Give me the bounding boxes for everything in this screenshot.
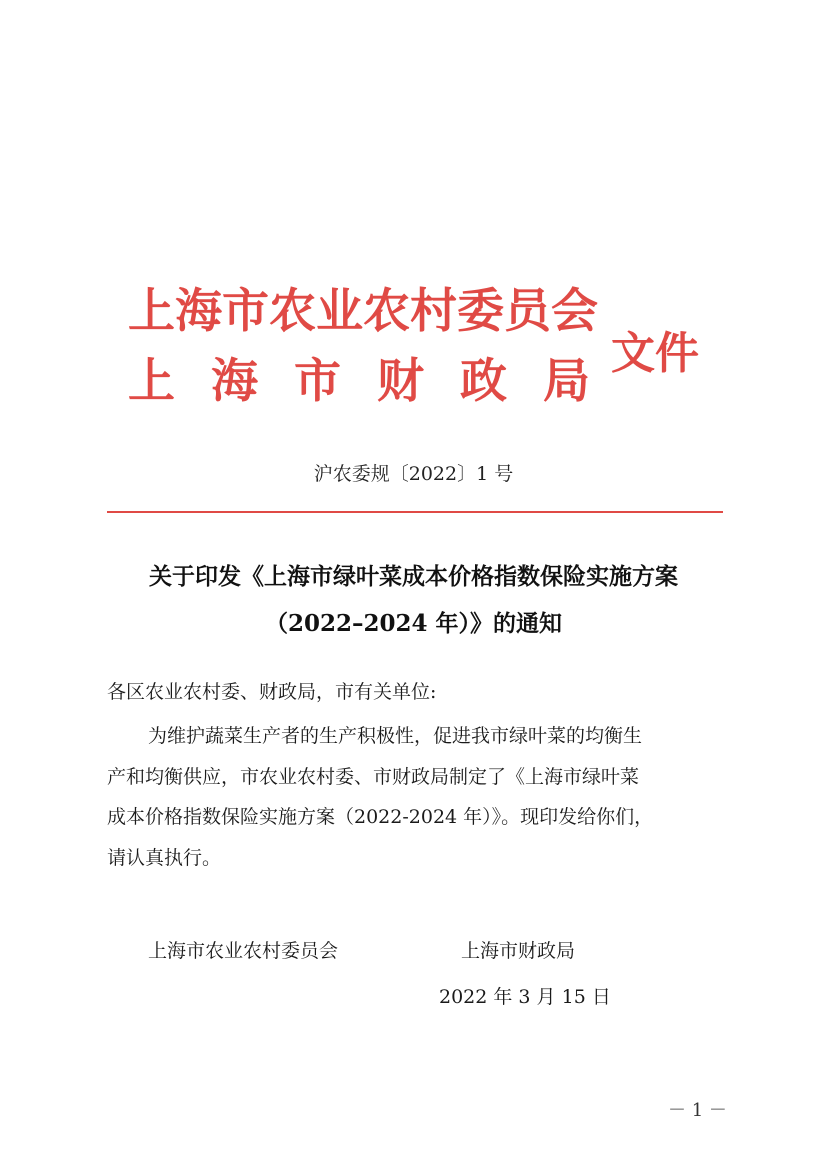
issuer-line-finance-bureau: 上海市财政局 <box>128 354 626 409</box>
title-line-1: 关于印发《上海市绿叶菜成本价格指数保险实施方案 <box>149 563 678 590</box>
page-number: － 1 － <box>668 1100 727 1121</box>
title-line-2: （2022–2024 年）》的通知 <box>264 610 563 637</box>
body-line-4: 请认真执行。 <box>107 847 222 869</box>
issuer-line-agriculture-committee: 上海市农业农村委员会 <box>128 284 598 339</box>
salutation: 各区农业农村委、财政局，市有关单位: <box>107 681 437 703</box>
document-number: 沪农委规〔2022〕1 号 <box>313 463 514 485</box>
red-divider <box>107 511 723 513</box>
issue-date: 2022 年 3 月 15 日 <box>439 986 611 1008</box>
signature-finance-bureau: 上海市财政局 <box>461 940 576 962</box>
body-line-1: 为维护蔬菜生产者的生产积极性，促进我市绿叶菜的均衡生 <box>148 725 643 747</box>
signature-agriculture-committee: 上海市农业农村委员会 <box>148 940 339 962</box>
document-suffix: 文件 <box>611 328 699 379</box>
body-line-2: 产和均衡供应，市农业农村委、市财政局制定了《上海市绿叶菜 <box>107 766 640 788</box>
body-line-3: 成本价格指数保险实施方案（2022-2024 年）》。现印发给你们， <box>107 806 654 828</box>
